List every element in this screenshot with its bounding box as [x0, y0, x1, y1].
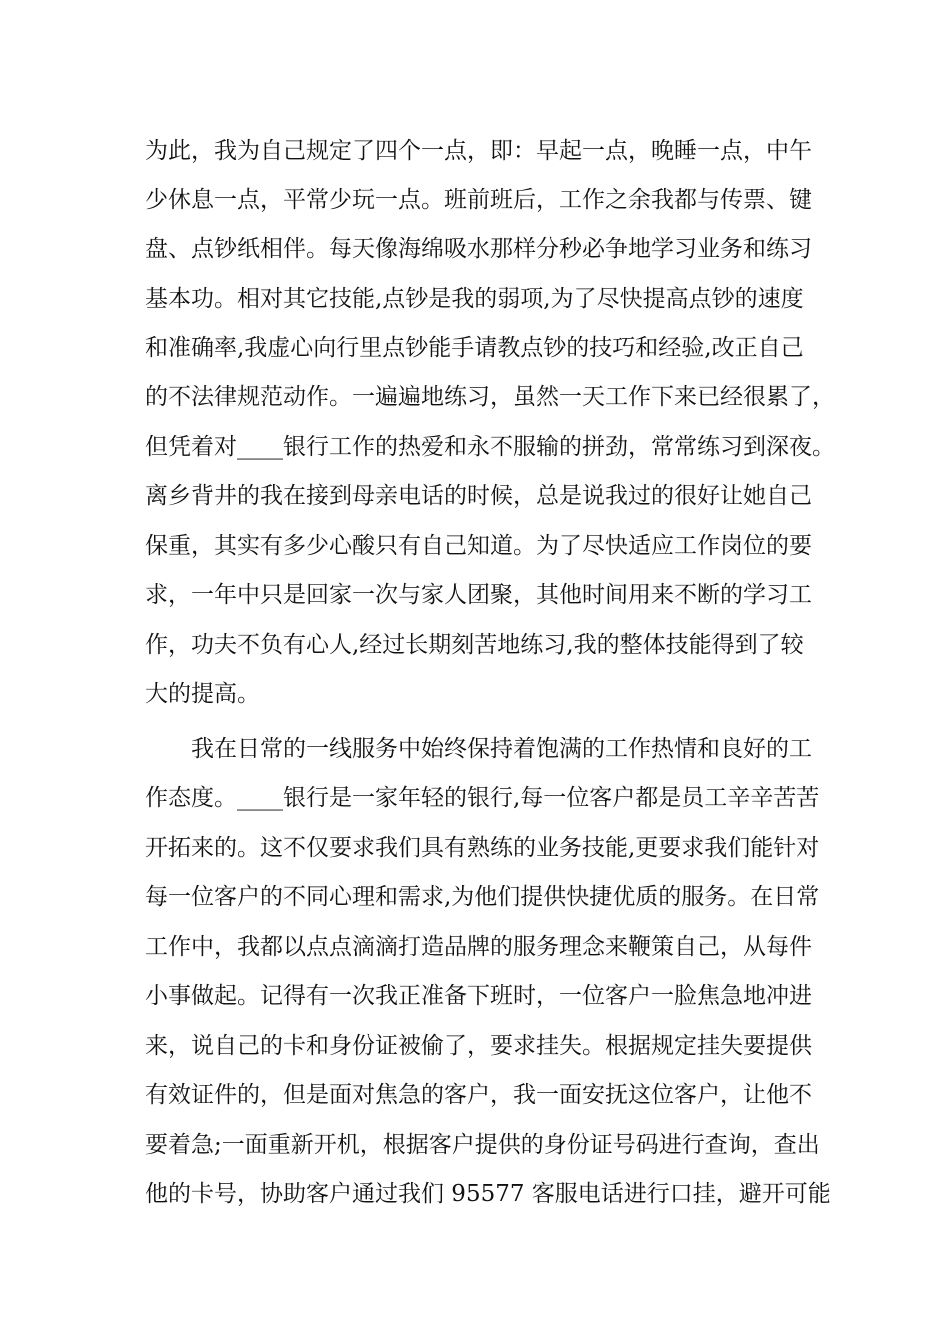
- paragraph-1-line-5: 和准确率,我虚心向行里点钞能手请教点钞的技巧和经验,改正自己: [145, 335, 804, 361]
- paragraph-1-line-8: 离乡背井的我在接到母亲电话的时候，总是说我过的很好让她自己: [145, 483, 812, 509]
- paragraph-2-line-1: 我在日常的一线服务中始终保持着饱满的工作热情和良好的工: [191, 736, 812, 762]
- paragraph-1-line-11: 作，功夫不负有心人,经过长期刻苦地练习,我的整体技能得到了较: [145, 632, 804, 658]
- paragraph-2-line-3: 开拓来的。这不仅要求我们具有熟练的业务技能,更要求我们能针对: [145, 835, 820, 861]
- paragraph-2-line-8: 有效证件的，但是面对焦急的客户，我一面安抚这位客户，让他不: [145, 1082, 812, 1108]
- paragraph-1-line-12: 大的提高。: [145, 681, 260, 707]
- paragraph-2-line-2: 作态度。____银行是一家年轻的银行,每一位客户都是员工辛辛苦苦: [145, 785, 820, 811]
- paragraph-1-line-1: 为此，我为自己规定了四个一点，即：早起一点，晚睡一点，中午: [145, 138, 812, 164]
- paragraph-1-line-6: 的不法律规范动作。一遍遍地练习，虽然一天工作下来已经很累了，: [145, 384, 835, 410]
- paragraph-2-line-7: 来，说自己的卡和身份证被偷了，要求挂失。根据规定挂失要提供: [145, 1033, 812, 1059]
- paragraph-1-line-2: 少休息一点，平常少玩一点。班前班后，工作之余我都与传票、键: [145, 187, 812, 213]
- paragraph-1-line-7: 但凭着对____银行工作的热爱和永不服输的拼劲，常常练习到深夜。: [145, 434, 835, 460]
- paragraph-1-line-3: 盘、点钞纸相伴。每天像海绵吸水那样分秒必争地学习业务和练习: [145, 236, 812, 262]
- paragraph-1-line-4: 基本功。相对其它技能,点钞是我的弱项,为了尽快提高点钞的速度: [145, 286, 804, 312]
- paragraph-2-line-5: 工作中，我都以点点滴滴打造品牌的服务理念来鞭策自己，从每件: [145, 934, 812, 960]
- paragraph-2-line-6: 小事做起。记得有一次我正准备下班时，一位客户一脸焦急地冲进: [145, 983, 812, 1009]
- paragraph-2-line-9: 要着急;一面重新开机，根据客户提供的身份证号码进行查询，查出: [145, 1132, 820, 1158]
- paragraph-1-line-9: 保重，其实有多少心酸只有自己知道。为了尽快适应工作岗位的要: [145, 533, 812, 559]
- paragraph-2-line-10: 他的卡号，协助客户通过我们 95577 客服电话进行口挂，避开可能: [145, 1181, 831, 1207]
- paragraph-1-line-10: 求，一年中只是回家一次与家人团聚，其他时间用来不断的学习工: [145, 582, 812, 608]
- paragraph-2-line-4: 每一位客户的不同心理和需求,为他们提供快捷优质的服务。在日常: [145, 884, 820, 910]
